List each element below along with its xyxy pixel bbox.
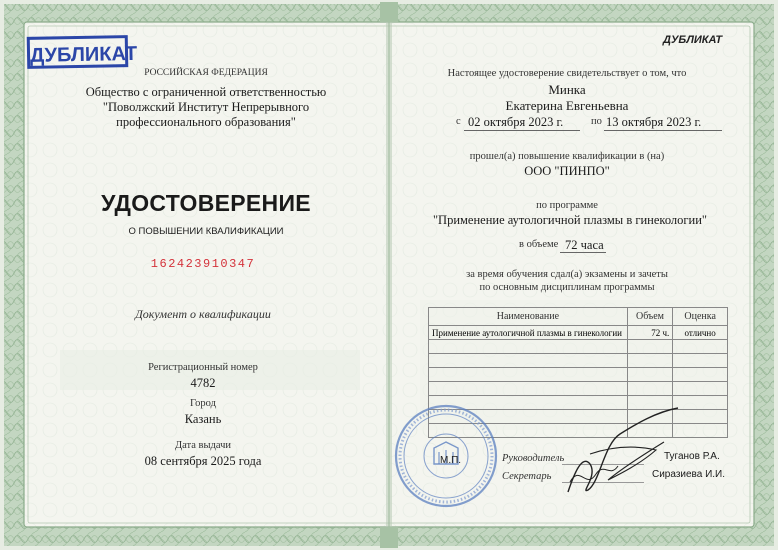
recipient-given-names: Екатерина Евгеньевна — [505, 98, 629, 113]
org-line-1: Общество с ограниченной ответственностью — [85, 85, 327, 99]
subject-volume: 72 ч. — [627, 326, 673, 340]
to-label: по — [591, 116, 602, 127]
table-row-empty — [429, 340, 728, 354]
head-name: Туганов Р.А. — [664, 451, 720, 462]
to-date: 13 октября 2023 г. — [606, 115, 702, 129]
issue-date-value: 08 сентября 2025 года — [144, 454, 262, 468]
intro-text: Настоящее удостоверение свидетельствует о том, что — [447, 68, 687, 79]
program-label: по программе — [536, 200, 598, 211]
exams-text-line-2: по основным дисциплинам программы — [479, 282, 655, 293]
document-title: УДОСТОВЕРЕНИЕ — [101, 190, 311, 216]
city-label: Город — [190, 398, 216, 409]
table-header-row — [429, 308, 728, 326]
table-row — [429, 326, 728, 340]
from-label: с — [456, 116, 461, 127]
from-date-line — [464, 130, 580, 131]
org-line-3: профессионального образования" — [116, 115, 296, 129]
to-date-line — [604, 130, 722, 131]
reg-number-label: Регистрационный номер — [148, 362, 258, 373]
program-name: "Применение аутологичной плазмы в гинекологии" — [432, 213, 708, 227]
document-type: Документ о квалификации — [135, 307, 271, 321]
secretary-label: Секретарь — [502, 471, 552, 482]
reg-number-value: 4782 — [190, 376, 216, 390]
column-header-name: Наименование — [429, 308, 628, 326]
subject-grade: отлично — [673, 326, 728, 340]
volume-line — [560, 252, 606, 253]
subject-name: Применение аутологичной плазмы в гинекологии — [429, 326, 628, 340]
handwritten-signature-icon — [560, 404, 690, 499]
city-value: Казань — [184, 412, 222, 426]
document-subtitle: О ПОВЫШЕНИИ КВАЛИФИКАЦИИ — [128, 226, 284, 237]
head-label: Руководитель — [502, 453, 565, 464]
issue-date-label: Дата выдачи — [174, 440, 232, 451]
exams-text-line-1: за время обучения сдал(а) экзамены и зачеты — [466, 269, 668, 280]
table-row-empty — [429, 354, 728, 368]
duplicate-label: ДУБЛИКАТ — [663, 34, 723, 46]
secretary-name: Сиразиева И.И. — [652, 469, 726, 480]
from-date: 02 октября 2023 г. — [468, 115, 564, 129]
country-label: РОССИЙСКАЯ ФЕДЕРАЦИЯ — [144, 68, 268, 78]
column-header-volume: Объем — [627, 308, 673, 326]
org-line-2: "Поволжский Институт Непрерывного — [102, 100, 310, 114]
table-row-empty — [429, 382, 728, 396]
recipient-surname: Минка — [548, 82, 586, 97]
seal-place-label: М.П. — [440, 455, 462, 466]
serial-number: 162423910347 — [150, 257, 256, 271]
volume-value: 72 часа — [565, 238, 604, 252]
volume-label: в объеме — [519, 239, 559, 250]
duplicate-stamp: ДУБЛИКАТ — [27, 35, 129, 69]
column-header-grade: Оценка — [673, 308, 728, 326]
passed-training-text: прошел(а) повышение квалификации в (на) — [469, 151, 665, 162]
table-row-empty — [429, 368, 728, 382]
institution-name: ООО "ПИНПО" — [524, 164, 610, 178]
